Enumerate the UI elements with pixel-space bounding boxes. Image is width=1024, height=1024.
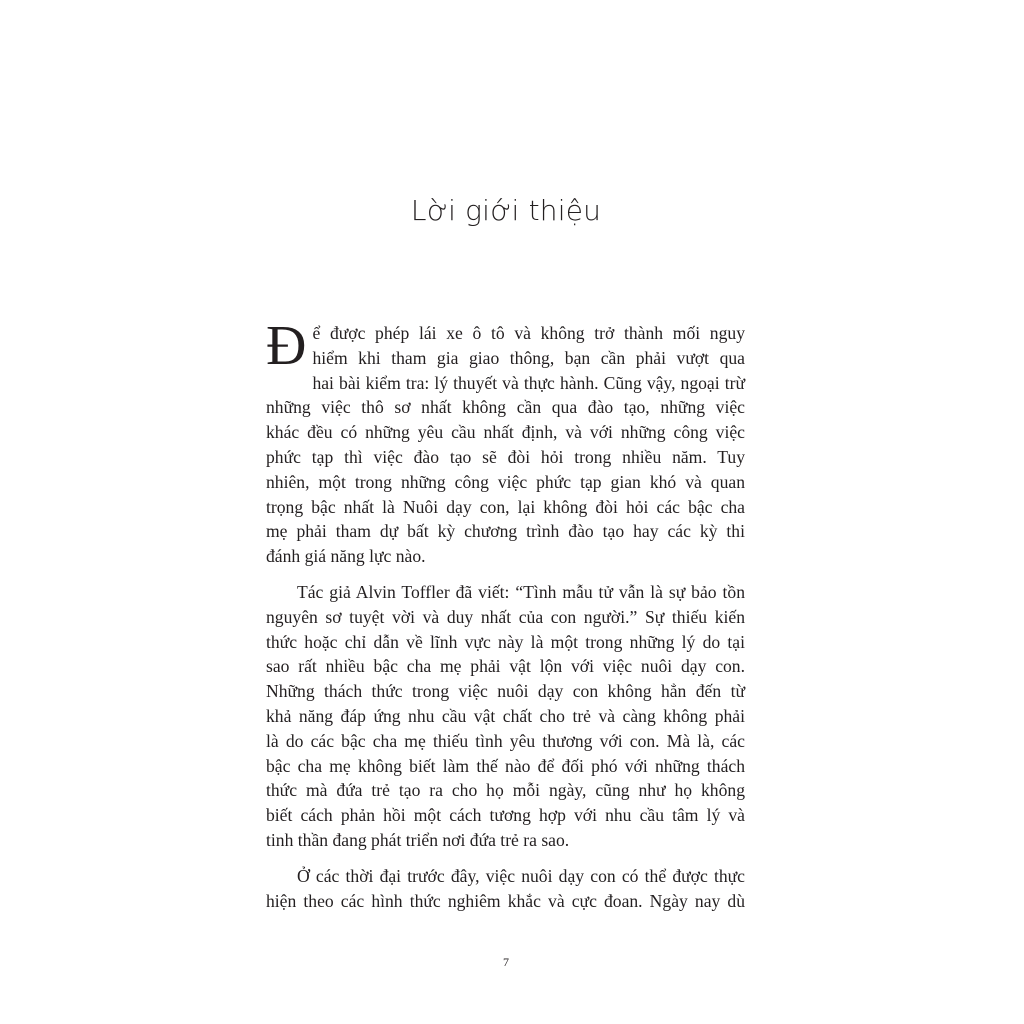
text-line: biết cách phản hồi một cách tương hợp với nhu cầu tâm lý và bbox=[266, 805, 745, 826]
paragraph-1 bbox=[266, 315, 745, 569]
text-line: là do các bậc cha mẹ thiếu tình yêu thương với con. Mà là, các bbox=[266, 730, 745, 751]
drop-cap: Đ bbox=[266, 315, 307, 377]
text-line: phức tạp thì việc đào tạo sẽ đòi hỏi trong nhiều năm. Tuy bbox=[266, 446, 745, 467]
paragraph-3 bbox=[266, 864, 745, 914]
text-line: mẹ phải tham dự bất kỳ chương trình đào tạo hay các kỳ thi bbox=[266, 521, 745, 542]
text-line: những việc thô sơ nhất không cần qua đào tạo, những việc bbox=[266, 397, 745, 418]
text-line: hiểm khi tham gia giao thông, bạn cần phải vượt qua bbox=[312, 347, 745, 368]
text-line: Những thách thức trong việc nuôi dạy con không hẳn đến từ bbox=[266, 681, 745, 702]
text-line: tinh thần đang phát triển nơi đứa trẻ ra sao. bbox=[266, 829, 570, 850]
text-line: trọng bậc nhất là Nuôi dạy con, lại không đòi hỏi các bậc cha bbox=[266, 496, 745, 517]
text-line: đánh giá năng lực nào. bbox=[266, 546, 426, 567]
text-line: hiện theo các hình thức nghiêm khắc và cực đoan. Ngày nay dù bbox=[266, 890, 745, 911]
page-number: 7 bbox=[503, 955, 509, 969]
text-line: khác đều có những yêu cầu nhất định, và với những công việc bbox=[266, 422, 745, 443]
text-line: nhiên, một trong những công việc phức tạp gian khó và quan bbox=[266, 471, 745, 492]
text-line: thức hoặc chỉ dẫn về lĩnh vực này là một trong những lý do tại bbox=[266, 631, 745, 652]
text-line: thức mà đứa trẻ tạo ra cho họ mỗi ngày, cũng như họ không bbox=[266, 780, 745, 801]
body-text bbox=[266, 315, 745, 913]
text-line: sao rất nhiều bậc cha mẹ phải vật lộn với việc nuôi dạy con. bbox=[266, 656, 745, 677]
text-line: Ở các thời đại trước đây, việc nuôi dạy con có thể được thực bbox=[297, 865, 745, 886]
text-line: khả năng đáp ứng nhu cầu vật chất cho trẻ và càng không phải bbox=[266, 705, 745, 726]
chapter-title: Lời giới thiệu bbox=[410, 194, 602, 227]
text-line: bậc cha mẹ không biết làm thế nào để đối phó với những thách bbox=[266, 755, 745, 776]
paragraph-2 bbox=[266, 580, 745, 853]
text-line: hai bài kiểm tra: lý thuyết và thực hành. Cũng vậy, ngoại trừ bbox=[312, 372, 745, 393]
text-line: ể được phép lái xe ô tô và không trở thành mối nguy bbox=[312, 323, 745, 343]
text-line: Tác giả Alvin Toffler đã viết: “Tình mẫu tử vẫn là sự bảo tồn bbox=[297, 581, 745, 602]
text-line: nguyên sơ tuyệt vời và duy nhất của con người.” Sự thiếu kiến bbox=[266, 606, 745, 627]
